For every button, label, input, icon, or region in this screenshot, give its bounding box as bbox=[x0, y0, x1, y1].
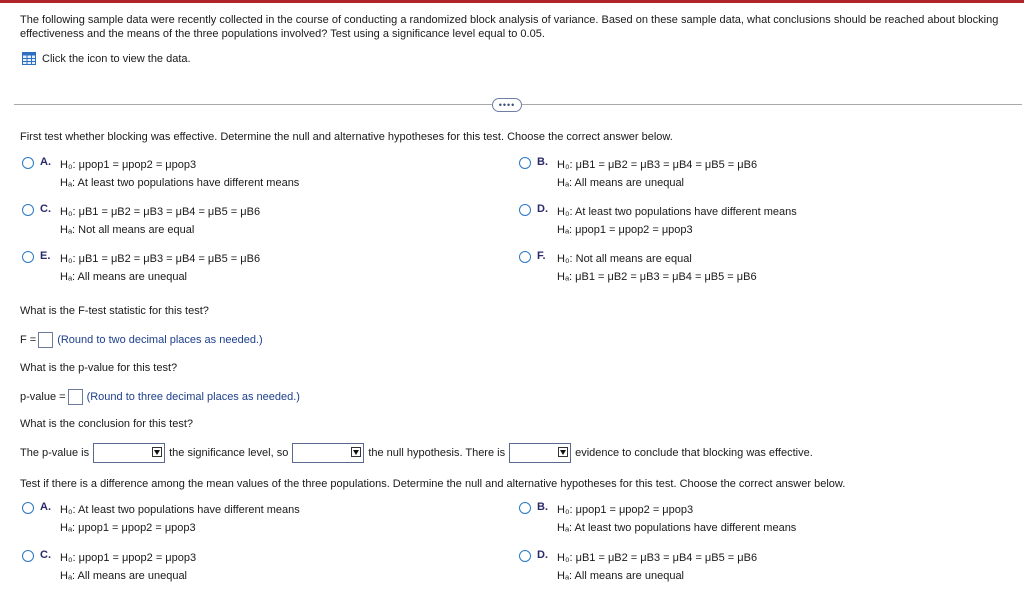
alt-hypothesis: Hₐ: μB1 = μB2 = μB3 = μB4 = μB5 = μB6 bbox=[557, 271, 757, 283]
alt-hypothesis: Hₐ: μpop1 = μpop2 = μpop3 bbox=[557, 224, 693, 236]
dropdown-arrow-icon[interactable] bbox=[558, 447, 568, 457]
null-hypothesis: H₀: μB1 = μB2 = μB3 = μB4 = μB5 = μB6 bbox=[60, 253, 261, 265]
conclusion-text-2: the significance level, so bbox=[169, 446, 289, 459]
q2-prompt: Test if there is a difference among the mean values of the three populations. Determine the null and alternative hypotheses for this test. Choose the correct answer below. bbox=[20, 478, 846, 490]
top-accent-bar bbox=[0, 0, 1024, 3]
option-letter: D. bbox=[537, 203, 548, 215]
radio-button[interactable] bbox=[519, 251, 531, 263]
expand-more-button[interactable] bbox=[492, 98, 522, 112]
q2-option-a[interactable] bbox=[22, 501, 300, 537]
q1-option-e[interactable] bbox=[22, 250, 260, 286]
alt-hypothesis: Hₐ: All means are unequal bbox=[60, 570, 187, 582]
conclusion-question: What is the conclusion for this test? bbox=[20, 418, 194, 430]
radio-button[interactable] bbox=[22, 502, 34, 514]
radio-button[interactable] bbox=[22, 550, 34, 562]
radio-button[interactable] bbox=[22, 157, 34, 169]
option-letter: F. bbox=[537, 250, 546, 262]
q2-option-b[interactable] bbox=[519, 501, 796, 537]
option-letter: B. bbox=[537, 501, 548, 513]
null-hypothesis: H₀: μpop1 = μpop2 = μpop3 bbox=[60, 552, 197, 564]
conclusion-row bbox=[20, 443, 813, 463]
pvalue-input[interactable] bbox=[68, 389, 83, 405]
option-letter: A. bbox=[40, 501, 51, 513]
null-hypothesis: H₀: μB1 = μB2 = μB3 = μB4 = μB5 = μB6 bbox=[557, 552, 758, 564]
null-hypothesis: H₀: Not all means are equal bbox=[557, 253, 692, 265]
alt-hypothesis: Hₐ: At least two populations have different means bbox=[557, 522, 797, 534]
q1-option-a[interactable] bbox=[22, 156, 299, 192]
null-hypothesis: H₀: μB1 = μB2 = μB3 = μB4 = μB5 = μB6 bbox=[60, 206, 261, 218]
evidence-dropdown[interactable] bbox=[509, 443, 571, 463]
alt-hypothesis: Hₐ: All means are unequal bbox=[557, 177, 684, 189]
view-data-label[interactable]: Click the icon to view the data. bbox=[42, 52, 191, 65]
q1-prompt: First test whether blocking was effective. Determine the null and alternative hypotheses for this test. Choose the correct answer below. bbox=[20, 131, 673, 143]
radio-button[interactable] bbox=[519, 550, 531, 562]
conclusion-text-1: The p-value is bbox=[20, 446, 90, 459]
option-letter: B. bbox=[537, 156, 548, 168]
problem-statement: The following sample data were recently collected in the course of conducting a randomized block analysis of variance. Based on these sample data, what conclusions should be reached about blocking effectiveness and the means of the three populations involved? Test using a significance level equal to 0.05. bbox=[20, 14, 999, 40]
view-data-link[interactable] bbox=[22, 52, 191, 65]
null-hypothesis: H₀: μpop1 = μpop2 = μpop3 bbox=[60, 159, 197, 171]
table-grid-icon[interactable] bbox=[22, 52, 36, 65]
option-letter: C. bbox=[40, 203, 51, 215]
radio-button[interactable] bbox=[22, 251, 34, 263]
null-hypothesis: H₀: At least two populations have different means bbox=[557, 206, 797, 218]
option-letter: E. bbox=[40, 250, 51, 262]
alt-hypothesis: Hₐ: At least two populations have different means bbox=[60, 177, 300, 189]
conclusion-text-4: evidence to conclude that blocking was effective. bbox=[575, 446, 813, 459]
fstat-label: F = bbox=[20, 333, 37, 346]
option-letter: D. bbox=[537, 549, 548, 561]
q2-option-c[interactable] bbox=[22, 549, 196, 585]
q1-option-f[interactable] bbox=[519, 250, 757, 286]
pvalue-hint: (Round to three decimal places as needed.) bbox=[86, 390, 300, 403]
pvalue-label: p-value = bbox=[20, 390, 66, 403]
q1-option-b[interactable] bbox=[519, 156, 757, 192]
q1-option-c[interactable] bbox=[22, 203, 260, 239]
radio-button[interactable] bbox=[22, 204, 34, 216]
null-hypothesis: H₀: At least two populations have different means bbox=[60, 504, 300, 516]
option-letter: A. bbox=[40, 156, 51, 168]
null-decision-dropdown[interactable] bbox=[292, 443, 364, 463]
null-hypothesis: H₀: μpop1 = μpop2 = μpop3 bbox=[557, 504, 694, 516]
conclusion-text-3: the null hypothesis. There is bbox=[368, 446, 506, 459]
alt-hypothesis: Hₐ: All means are unequal bbox=[557, 570, 684, 582]
fstat-hint: (Round to two decimal places as needed.) bbox=[57, 333, 263, 346]
pvalue-row bbox=[20, 389, 300, 405]
dropdown-arrow-icon[interactable] bbox=[351, 447, 361, 457]
alt-hypothesis: Hₐ: μpop1 = μpop2 = μpop3 bbox=[60, 522, 196, 534]
fstat-row bbox=[20, 332, 263, 348]
fstat-input[interactable] bbox=[38, 332, 53, 348]
q2-option-d[interactable] bbox=[519, 549, 757, 585]
alt-hypothesis: Hₐ: All means are unequal bbox=[60, 271, 187, 283]
pvalue-comparison-dropdown[interactable] bbox=[93, 443, 165, 463]
null-hypothesis: H₀: μB1 = μB2 = μB3 = μB4 = μB5 = μB6 bbox=[557, 159, 758, 171]
fstat-question: What is the F-test statistic for this test? bbox=[20, 305, 209, 317]
alt-hypothesis: Hₐ: Not all means are equal bbox=[60, 224, 195, 236]
radio-button[interactable] bbox=[519, 157, 531, 169]
radio-button[interactable] bbox=[519, 502, 531, 514]
pvalue-question: What is the p-value for this test? bbox=[20, 362, 178, 374]
option-letter: C. bbox=[40, 549, 51, 561]
q1-option-d[interactable] bbox=[519, 203, 797, 239]
more-dots: •••• bbox=[498, 100, 516, 110]
radio-button[interactable] bbox=[519, 204, 531, 216]
dropdown-arrow-icon[interactable] bbox=[152, 447, 162, 457]
